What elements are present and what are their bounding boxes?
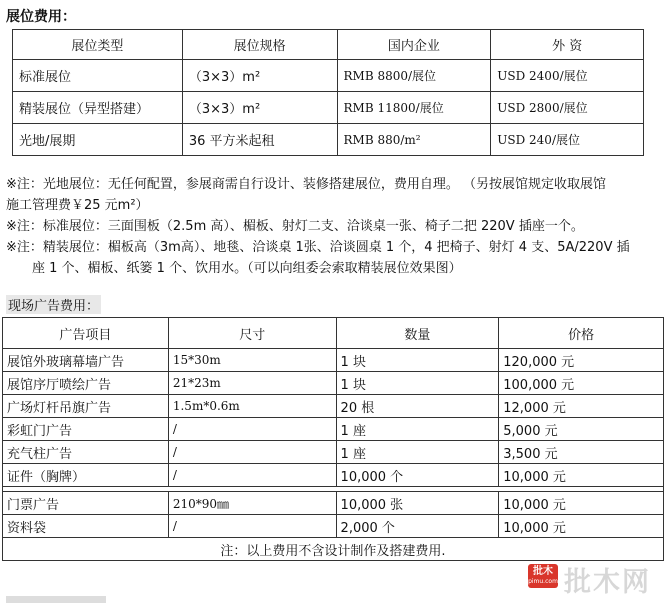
ad-quantity: 1 座	[336, 418, 499, 441]
foreign-price: USD 2800/展位	[491, 92, 644, 124]
ad-size: /	[168, 418, 336, 441]
ad-quantity: 10,000 个	[336, 464, 499, 487]
booth-type: 光地/展期	[13, 124, 183, 156]
foreign-price: USD 2400/展位	[491, 60, 644, 92]
domestic-price: RMB 11800/展位	[337, 92, 491, 124]
table-row	[3, 464, 664, 487]
header-cell: 尺寸	[168, 318, 336, 349]
ad-quantity: 2,000 个	[336, 515, 499, 538]
ad-item: 充气柱广告	[3, 441, 169, 464]
note-line: ※注：精装展位：楣板高（3m高）、地毯、洽谈桌 1张、洽谈圆桌 1 个，4 把椅子、射灯 4 支、5A/220V 插	[6, 240, 630, 255]
booth-spec: 36 平方米起租	[182, 124, 337, 156]
ad-quantity: 1 块	[336, 372, 499, 395]
table-row	[13, 124, 644, 156]
ad-footnote: 注：以上费用不含设计制作及搭建费用.	[3, 538, 664, 561]
watermark-badge-sub: pimu.com	[528, 578, 558, 585]
ad-quantity: 1 座	[336, 441, 499, 464]
ad-item: 资料袋	[3, 515, 169, 538]
ad-item: 门票广告	[3, 492, 169, 515]
ad-size: 1.5m*0.6m	[168, 395, 336, 418]
header-cell: 展位规格	[182, 30, 337, 60]
table-header-row	[13, 30, 644, 60]
booth-spec: （3×3）m²	[182, 60, 337, 92]
foreign-price: USD 240/展位	[491, 124, 644, 156]
ad-price: 100,000 元	[499, 372, 664, 395]
ad-size: /	[168, 464, 336, 487]
note-line: ※注：光地展位：无任何配置，参展商需自行设计、装修搭建展位，费用自理。 （另按展馆规定收取展馆	[6, 177, 607, 192]
booth-spec: （3×3）m²	[182, 92, 337, 124]
table-row	[3, 349, 664, 372]
table-row	[13, 60, 644, 92]
ad-quantity: 20 根	[336, 395, 499, 418]
domestic-price: RMB 880/m²	[337, 124, 491, 156]
ad-item: 展馆序厅喷绘广告	[3, 372, 169, 395]
domestic-price: RMB 8800/展位	[337, 60, 491, 92]
booth-notes	[6, 174, 661, 279]
booth-type: 精装展位（异型搭建）	[13, 92, 183, 124]
watermark-badge: 批木	[528, 564, 558, 588]
cut-off-heading	[6, 596, 106, 603]
table-row	[3, 372, 664, 395]
ad-size: 210*90㎜	[168, 492, 336, 515]
ad-item: 彩虹门广告	[3, 418, 169, 441]
table-row	[13, 92, 644, 124]
ad-fee-table	[2, 317, 664, 561]
table-row	[3, 492, 664, 515]
note-line: ※注：标准展位：三面围板（2.5m 高）、楣板、射灯二支、洽谈桌一张、椅子二把 220V 插座一个。	[6, 219, 584, 234]
table-footnote-row	[3, 538, 664, 561]
table-row	[3, 418, 664, 441]
header-cell: 价格	[499, 318, 664, 349]
header-cell: 数量	[336, 318, 499, 349]
ad-quantity: 1 块	[336, 349, 499, 372]
header-cell: 外 资	[491, 30, 644, 60]
watermark-logo	[528, 560, 663, 598]
booth-type: 标准展位	[13, 60, 183, 92]
ad-price: 5,000 元	[499, 418, 664, 441]
ad-item: 证件（胸牌）	[3, 464, 169, 487]
ad-price: 10,000 元	[499, 464, 664, 487]
header-cell: 国内企业	[337, 30, 491, 60]
booth-fee-title: 展位费用：	[6, 9, 76, 25]
ad-price: 3,500 元	[499, 441, 664, 464]
watermark-text: 批木网	[564, 567, 651, 598]
header-cell: 广告项目	[3, 318, 169, 349]
table-row	[3, 515, 664, 538]
note-line: 施工管理费￥25 元m²）	[6, 198, 149, 213]
table-row	[3, 441, 664, 464]
ad-item: 广场灯杆吊旗广告	[3, 395, 169, 418]
ad-price: 10,000 元	[499, 515, 664, 538]
ad-size: /	[168, 515, 336, 538]
ad-item: 展馆外玻璃幕墙广告	[3, 349, 169, 372]
ad-price: 10,000 元	[499, 492, 664, 515]
booth-fee-table	[12, 29, 644, 156]
ad-size: 21*23m	[168, 372, 336, 395]
ad-price: 120,000 元	[499, 349, 664, 372]
ad-fee-title: 现场广告费用：	[6, 295, 101, 314]
header-cell: 展位类型	[13, 30, 183, 60]
table-header-row	[3, 318, 664, 349]
ad-size: 15*30m	[168, 349, 336, 372]
ad-quantity: 10,000 张	[336, 492, 499, 515]
ad-price: 12,000 元	[499, 395, 664, 418]
ad-size: /	[168, 441, 336, 464]
note-line: 座 1 个、楣板、纸篓 1 个、饮用水。（可以向组委会索取精装展位效果图）	[32, 261, 462, 276]
table-row	[3, 395, 664, 418]
